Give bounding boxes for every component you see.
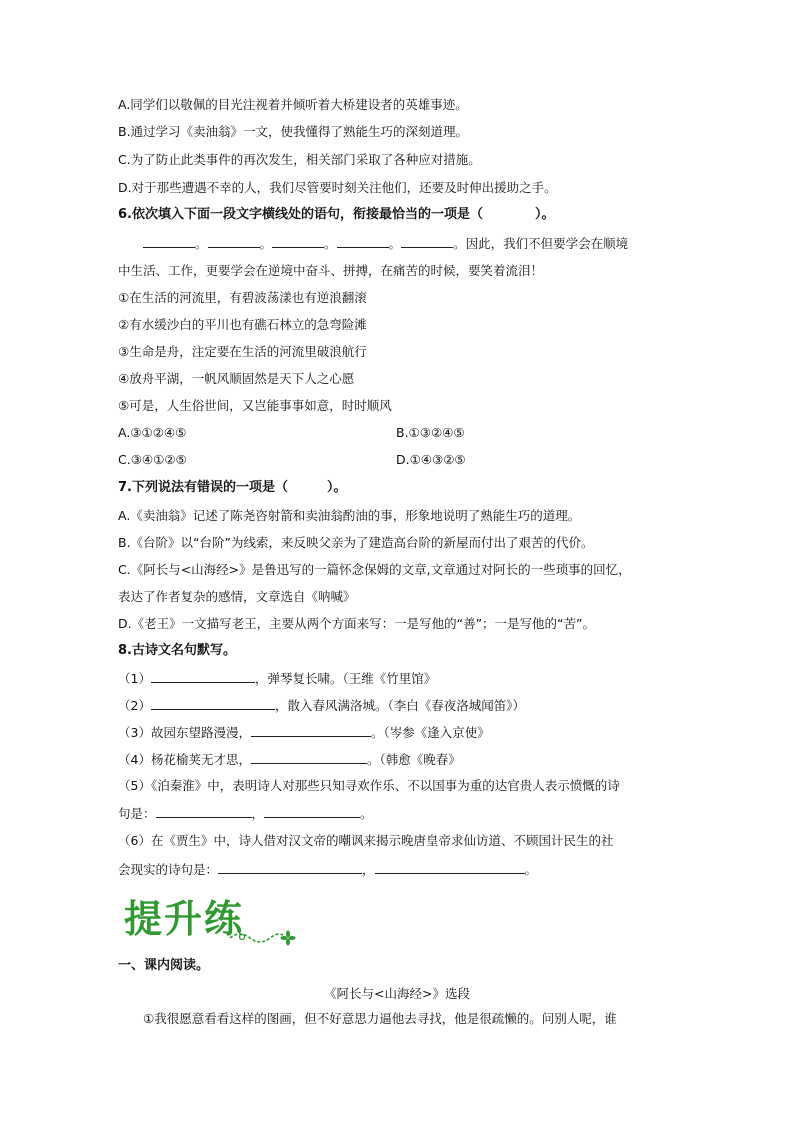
q8-item-6-end: 。 — [524, 862, 538, 877]
fill-blank[interactable] — [156, 805, 252, 818]
q8-item-6-comma: ， — [362, 862, 375, 877]
q8-item-5-line1: （5）《泊秦淮》中，表明诗人对那些只知寻欢作乐、不以国事为重的达官贵人表示愤慨的诗 — [118, 778, 620, 793]
fill-blank[interactable] — [218, 861, 362, 874]
q7-option-c-line2: 表达了作者复杂的感情，文章选自《呐喊》 — [118, 589, 356, 604]
fill-blank[interactable] — [264, 805, 360, 818]
q8-item-5-head: 句是： — [118, 806, 156, 821]
q6-sentence-1: ①在生活的河流里，有碧波荡漾也有逆浪翻滚 — [118, 290, 367, 305]
q5-option-b: B.通过学习《卖油翁》一文，使我懂得了熟能生巧的深刻道理。 — [118, 124, 469, 139]
q8-item-5-line2 — [118, 805, 373, 822]
q8-item-4-head: （4）杨花榆荚无才思， — [118, 752, 251, 767]
fill-blank[interactable] — [337, 235, 389, 248]
q6-option-c: C.③④①②⑤ — [118, 452, 187, 467]
q6-text-line2: 中生活、工作，更要学会在逆境中奋斗、拼搏，在痛苦的时候，要笑着流泪！ — [118, 263, 544, 278]
q6-option-a: A.③①②④⑤ — [118, 425, 187, 440]
q6-text-line1: 。 。 。 。 。因此，我们不但要学会在顺境 — [143, 235, 628, 252]
fill-blank[interactable] — [151, 697, 275, 710]
section-heading: 一、课内阅读。 — [118, 958, 210, 973]
q5-option-c: C.为了防止此类事件的再次发生，相关部门采取了各种应对措施。 — [118, 152, 481, 167]
fill-blank[interactable] — [151, 670, 255, 683]
q8-stem: 8.古诗文名句默写。 — [118, 643, 236, 658]
fill-blank[interactable] — [143, 235, 195, 248]
q8-item-4-tail: 。（韩愈《晚春》 — [366, 752, 461, 767]
fill-blank[interactable] — [251, 751, 367, 764]
q6-sentence-5: ⑤可是，人生俗世间，又岂能事事如意，时时顺风 — [118, 398, 392, 413]
q8-item-4 — [118, 751, 461, 768]
fill-blank[interactable] — [375, 861, 525, 874]
banner-title: 提升练 — [124, 896, 245, 941]
q7-stem: 7.下列说法有错误的一项是（ ）。 — [118, 480, 347, 495]
q8-item-6-line2 — [118, 861, 537, 878]
q6-sentence-2: ②有水缓沙白的平川也有礁石林立的急弯险滩 — [118, 317, 367, 332]
q8-item-6-line1: （6）在《贾生》中，诗人借对汉文帝的嘲讽来揭示晚唐皇帝求仙访道、不顾国计民生的社 — [118, 833, 614, 848]
passage-title: 《阿长与<山海经>》选段 — [324, 986, 470, 1001]
q8-item-2 — [118, 697, 525, 714]
q7-option-c-line1: C.《阿长与<山海经>》是鲁迅写的一篇怀念保姆的文章,文章通过对阿长的一些琐事的回忆， — [118, 562, 631, 577]
q8-item-5-end: 。 — [360, 806, 373, 821]
q6-sentence-3: ③生命是舟，注定要在生活的河流里破浪航行 — [118, 344, 367, 359]
q7-option-a: A.《卖油翁》记述了陈尧咨射箭和卖油翁酌油的事，形象地说明了熟能生巧的道理。 — [118, 508, 581, 523]
q5-option-d: D.对于那些遭遇不幸的人，我们尽管要时刻关注他们，还要及时伸出援助之手。 — [118, 180, 557, 195]
practice-banner — [124, 888, 304, 950]
q8-item-3-head: （3）故园东望路漫漫， — [118, 725, 251, 740]
q8-item-3-tail: 。（岑参《逢入京使》 — [370, 725, 490, 740]
fill-blank[interactable] — [251, 724, 371, 737]
q8-item-2-tail: ，散入春风满洛城。（李白《春夜洛城闻笛》） — [274, 698, 525, 713]
vine-decoration-icon — [228, 928, 298, 948]
q6-option-b: B.①③②④⑤ — [396, 425, 465, 440]
q8-item-3 — [118, 724, 490, 741]
q7-option-b: B.《台阶》以“台阶”为线索，来反映父亲为了建造高台阶的新屋而付出了艰苦的代价。 — [118, 535, 594, 550]
q6-text-tail: 。因此，我们不但要学会在顺境 — [453, 236, 629, 251]
fill-blank[interactable] — [208, 235, 260, 248]
q8-item-6-head: 会现实的诗句是： — [118, 862, 219, 877]
q8-item-5-comma: ， — [251, 806, 265, 821]
q8-item-1 — [118, 670, 436, 687]
fill-blank[interactable] — [272, 235, 324, 248]
q6-stem: 6.依次填入下面一段文字横线处的语句，衔接最恰当的一项是（ ）。 — [118, 207, 555, 222]
q6-option-d: D.①④③②⑤ — [396, 452, 466, 467]
fill-blank[interactable] — [401, 235, 453, 248]
q8-item-1-tail: ，弹琴复长啸。（王维《竹里馆》 — [254, 671, 437, 686]
passage-paragraph-1: ①我很愿意看看这样的图画，但不好意思力逼他去寻找，他是很疏懒的。问别人呢，谁 — [143, 1011, 617, 1026]
q5-option-a: A.同学们以敬佩的目光注视着并倾听着大桥建设者的英雄事迹。 — [118, 97, 468, 112]
q7-option-d: D.《老王》一文描写老王，主要从两个方面来写：一是写他的“善”；一是写他的“苦”。 — [118, 616, 596, 631]
q8-item-1-num: （1） — [118, 671, 151, 686]
q8-item-2-num: （2） — [118, 698, 151, 713]
q6-sentence-4: ④放舟平湖，一帆风顺固然是天下人之心愿 — [118, 371, 355, 386]
